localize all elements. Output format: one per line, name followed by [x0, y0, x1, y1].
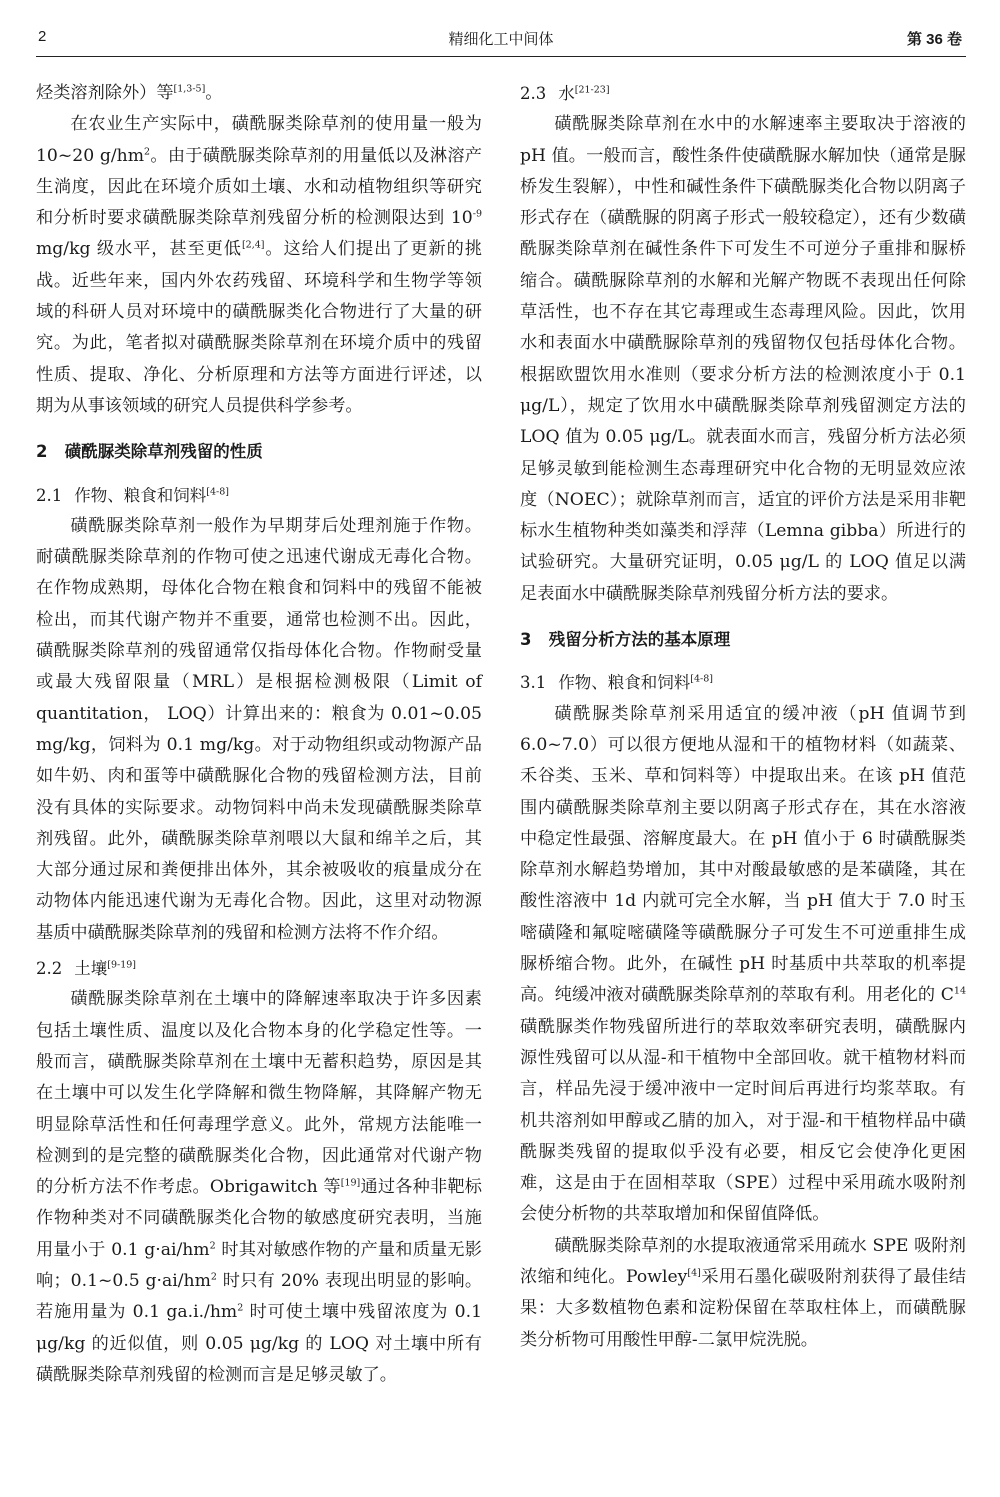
left-column	[36, 78, 482, 1391]
citation: [4-8]	[206, 486, 229, 498]
running-header	[36, 22, 966, 57]
subsection-heading-3-1: 3.1 作物、粮食和饲料[4-8]	[520, 673, 713, 693]
paragraph-water: 磺酰脲类除草剂在水中的水解速率主要取决于溶液的 pH 值。一般而言，酸性条件使磺酰脲水解加快（通常是脲桥发生裂解），中性和碱性条件下磺酰脲类化合物以阴离子形式存在（磺酰脲的阴离子形式一般较稳定），还有少数磺酰脲类除草剂在碱性条件下可发生不可逆分子重排和脲桥缩合。磺酰脲除草剂的水解和光解产物既不表现出任何除草活性，也不存在其它毒理或生态毒理风险。因此，饮用水和表面水中磺酰脲除草剂的残留物仅包括母体化合物。根据欧盟饮用水准则（要求分析方法的检测浓度小于 0.1 μg/L），规定了饮用水中磺酰脲类除草剂残留测定方法的 LOQ 值为 0.05 μg/L。就表面水而言，残留分析方法必须足够灵敏到能检测生态毒理研究中化合物的无明显效应浓度（NOEC）；就除草剂而言，适宜的评价方法是采用非靶标水生植物种类如藻类和浮萍（Lemna gibba）所进行的试验研究。大量研究证明，0.05 μg/L 的 LOQ 值足以满足表面水中磺酰脲类除草剂残留分析方法的要求。	[520, 114, 966, 604]
citation: [19]	[340, 1177, 361, 1189]
subsection-heading-2-1: 2.1 作物、粮食和饲料[4-8]	[36, 485, 229, 505]
journal-title: 精细化工中间体	[448, 31, 554, 48]
subsection-heading-2-2: 2.2 土壤[9-19]	[36, 959, 137, 979]
citation: [9-19]	[107, 959, 137, 971]
citation: [4]	[687, 1267, 701, 1279]
citation: [4-8]	[690, 673, 713, 685]
page-number: 2	[38, 28, 47, 45]
paragraph-soil: 磺酰脲类除草剂在土壤中的降解速率取决于许多因素包括土壤性质、温度以及化合物本身的化学稳定性等。一般而言，磺酰脲类除草剂在土壤中无蓄积趋势，原因是其在土壤中可以发生化学降解和微生物降解，其降解产物无明显除草活性和任何毒理学意义。此外，常规方法能唯一检测到的是完整的磺酰脲类化合物，因此通常对代谢产物的分析方法不作考虑。Obrigawitch 等[19]通过各种非靶标作物种类对不同磺酰脲类化合物的敏感度研究表明，当施用量小于 0.1 $g\cdot ai/hm^2$ 时其对敏感作物的产量和质量无影响；0.1~0.5 $g\cdot ai/hm^2$ 时只有 20% 表现出明显的影响。若施用量为 0.1 $ga.i./hm^2$ 时可使土壤中残留浓度为 0.1 μg/kg 的近似值，则 0.05 μg/kg 的 LOQ 对土壤中所有磺酰脲类除草剂残留的检测而言是足够灵敏了。	[36, 989, 483, 1385]
paragraph-usage-amount: 在农业生产实际中，磺酰脲类除草剂的使用量一般为 10~20 $g/hm^2$。由于磺酰脲类除草剂的用量低以及淋溶产生淌度，因此在环境介质如土壤、水和动植物组织等研究和分析时要求磺酰脲类除草剂残留分析的检测限达到 $10^{-9}$ mg/kg 级水平，甚至更低[2,4]。这给人们提出了更新的挑战。近些年来，国内外农药残留、环境科学和生物学等领域的科研人员对环境中的磺酰脲类化合物进行了大量的研究。为此，笔者拟对磺酰脲类除草剂在环境介质中的残留性质、提取、净化、分析原理和方法等方面进行评述，以期为从事该领域的研究人员提供科学参考。	[36, 114, 482, 416]
paragraph-crops: 磺酰脲类除草剂一般作为早期芽后处理剂施于作物。耐磺酰脲类除草剂的作物可使之迅速代谢成无毒化合物。在作物成熟期，母体化合物在粮食和饲料中的残留不能被检出，而其代谢产物并不重要，通常也检测不出。因此，磺酰脲类除草剂的残留通常仅指母体化合物。作物耐受量或最大残留限量（MRL）是根据检测极限（Limit of quantitation， LOQ）计算出来的：粮食为 0.01~0.05 mg/kg，饲料为 0.1 mg/kg。对于动物组织或动物源产品如牛奶、肉和蛋等中磺酰脲化合物的残留检测方法，目前没有具体的实际要求。动物饲料中尚未发现磺酰脲类除草剂残留。此外，磺酰脲类除草剂喂以大鼠和绵羊之后，其大部分通过尿和粪便排出体外，其余被吸收的痕量成分在动物体内能迅速代谢为无毒化合物。因此，这里对动物源基质中磺酰脲类除草剂的残留和检测方法将不作介绍。	[36, 515, 482, 943]
right-column	[520, 78, 966, 1391]
paragraph-extraction: 磺酰脲类除草剂采用适宜的缓冲液（pH 值调节到 6.0~7.0）可以很方便地从湿和干的植物材料（如蔬菜、禾谷类、玉米、草和饲料等）中提取出来。在该 pH 值范围内磺酰脲类除草剂主要以阴离子形式存在，其在水溶液中稳定性最强、溶解度最大。在 pH 值小于 6 时磺酰脲类除草剂水解趋势增加，其中对酸最敏感的是苯磺隆，其在酸性溶液中 1d 内就可完全水解，当 pH 值大于 7.0 时玉嘧磺隆和氟啶嘧磺隆等磺酰脲分子可发生不可逆重排生成脲桥缩合物。此外，在碱性 pH 时基质中共萃取的机率提高。纯缓冲液对磺酰脲类除草剂的萃取有利。用老化的 $C^{14}$ 磺酰脲类作物残留所进行的萃取效率研究表明，磺酰脲内源性残留可以从湿-和干植物中全部回收。就干植物材料而言，样品先浸于缓冲液中一定时间后再进行均浆萃取。有机共溶剂如甲醇或乙腈的加入，对于湿-和干植物样品中磺酰脲类残留的提取似乎没有必要，相反它会使净化更困难，这是由于在固相萃取（SPE）过程中采用疏水吸附剂会使分析物的共萃取增加和保留值降低。	[520, 703, 966, 1225]
citation: [1,3-5]	[173, 83, 206, 95]
subsection-heading-2-3: 2.3 水[21-23]	[520, 84, 610, 103]
citation: [21-23]	[574, 84, 610, 96]
body-columns	[36, 78, 966, 1391]
section-heading-3: 3 残留分析方法的基本原理	[520, 630, 731, 650]
paragraph-spe: 磺酰脲类除草剂的水提取液通常采用疏水 SPE 吸附剂浓缩和纯化。Powley[4]采用石墨化碳吸附剂获得了最佳结果：大多数植物色素和淀粉保留在萃取柱体上，而磺酰脲类分析物可用酸性甲醇-二氯甲烷洗脱。	[520, 1235, 966, 1350]
section-heading-2: 2 磺酰脲类除草剂残留的性质	[36, 442, 263, 462]
citation: [2,4]	[241, 239, 265, 251]
paragraph-continuation: 烃类溶剂除外）等[1,3-5]。	[36, 83, 223, 103]
volume-label: 第 36 卷	[906, 31, 962, 48]
